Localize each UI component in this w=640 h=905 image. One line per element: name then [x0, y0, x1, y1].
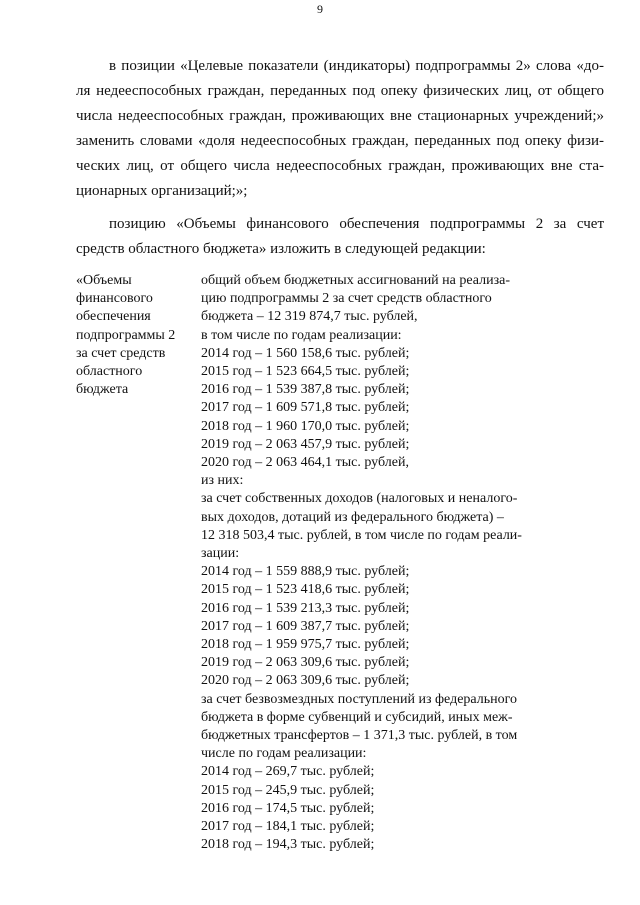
table-value-line: 12 318 503,4 тыс. рублей, в том числе по годам реали- — [201, 527, 522, 543]
table-value-line: бюджета в форме субвенций и субсидий, иных меж- — [201, 709, 513, 725]
text-line: средств областного бюджета» изложить в следующей редакции: — [76, 241, 486, 257]
table-value-line: бюджетных трансфертов – 1 371,3 тыс. рублей, в том — [201, 728, 518, 744]
table-value-line: 2020 год – 2 063 309,6 тыс. рублей; — [201, 673, 410, 689]
table-value-line: 2018 год – 1 959 975,7 тыс. рублей; — [201, 637, 410, 653]
table-value-line: 2018 год – 194,3 тыс. рублей; — [201, 837, 375, 853]
table-value-line: 2020 год – 2 063 464,1 тыс. рублей, — [201, 455, 409, 471]
text-line: заменить словами «доля недееспособных граждан, переданных под опеку физи- — [76, 133, 604, 149]
table-value-line: 2017 год – 1 609 571,8 тыс. рублей; — [201, 400, 410, 416]
funding-table-label-cell — [76, 272, 196, 399]
text-line: ля недееспособных граждан, переданных под опеку физических лиц, от общего — [76, 83, 604, 99]
table-label-line: бюджета — [76, 382, 129, 398]
table-value-line: общий объем бюджетных ассигнований на реализа- — [201, 273, 510, 288]
table-value-line: 2018 год – 1 960 170,0 тыс. рублей; — [201, 418, 410, 434]
amendment-paragraph-target-indicators — [76, 54, 604, 204]
text-line: позицию «Объемы финансового обеспечения подпрограммы 2 за счет — [109, 216, 604, 232]
table-value-line: 2014 год – 269,7 тыс. рублей; — [201, 764, 375, 780]
table-value-line: за счет безвозмездных поступлений из федерального — [201, 691, 518, 707]
table-value-line: 2016 год – 1 539 387,8 тыс. рублей; — [201, 382, 410, 398]
table-value-line: 2019 год – 2 063 309,6 тыс. рублей; — [201, 655, 410, 671]
table-value-line: 2016 год – 1 539 213,3 тыс. рублей; — [201, 600, 410, 616]
text-line: в позиции «Целевые показатели (индикаторы) подпрограммы 2» слова «до- — [109, 58, 604, 74]
table-value-line: бюджета – 12 319 874,7 тыс. рублей, — [201, 309, 418, 325]
table-label-line: подпрограммы 2 — [76, 327, 176, 343]
funding-table-value-cell — [201, 272, 561, 855]
table-value-line: из них: — [201, 473, 244, 489]
table-value-line: 2014 год – 1 560 158,6 тыс. рублей; — [201, 345, 410, 361]
table-value-line: 2015 год – 1 523 418,6 тыс. рублей; — [201, 582, 410, 598]
table-value-line: в том числе по годам реализации: — [201, 327, 402, 343]
text-line: числа недееспособных граждан, проживающих вне стационарных учреждений;» — [76, 108, 604, 124]
table-value-line: 2014 год – 1 559 888,9 тыс. рублей; — [201, 564, 410, 580]
text-line: ческих лиц, от общего числа недееспособных граждан, проживающих вне ста- — [76, 158, 604, 174]
table-value-line: 2017 год – 184,1 тыс. рублей; — [201, 819, 375, 835]
table-value-line: 2019 год – 2 063 457,9 тыс. рублей; — [201, 436, 410, 452]
table-value-line: зации: — [201, 546, 240, 562]
table-value-line: 2015 год – 1 523 664,5 тыс. рублей; — [201, 364, 410, 380]
text-line: ционарных организаций;»; — [76, 183, 248, 199]
table-value-line: цию подпрограммы 2 за счет средств областного — [201, 291, 492, 307]
table-value-line: за счет собственных доходов (налоговых и неналого- — [201, 491, 518, 507]
table-value-line: 2015 год – 245,9 тыс. рублей; — [201, 782, 375, 798]
table-label-line: финансового — [76, 291, 153, 307]
table-label-line: за счет средств — [76, 345, 166, 361]
table-value-line: числе по годам реализации: — [201, 746, 367, 762]
table-label-line: «Объемы — [76, 273, 132, 288]
table-value-line: 2016 год – 174,5 тыс. рублей; — [201, 800, 375, 816]
table-label-line: обеспечения — [76, 309, 151, 325]
table-value-line: 2017 год – 1 609 387,7 тыс. рублей; — [201, 618, 410, 634]
table-label-line: областного — [76, 364, 143, 380]
table-value-line: вых доходов, дотаций из федерального бюджета) – — [201, 509, 504, 525]
amendment-paragraph-funding — [76, 212, 604, 262]
page-number: 9 — [317, 2, 323, 16]
